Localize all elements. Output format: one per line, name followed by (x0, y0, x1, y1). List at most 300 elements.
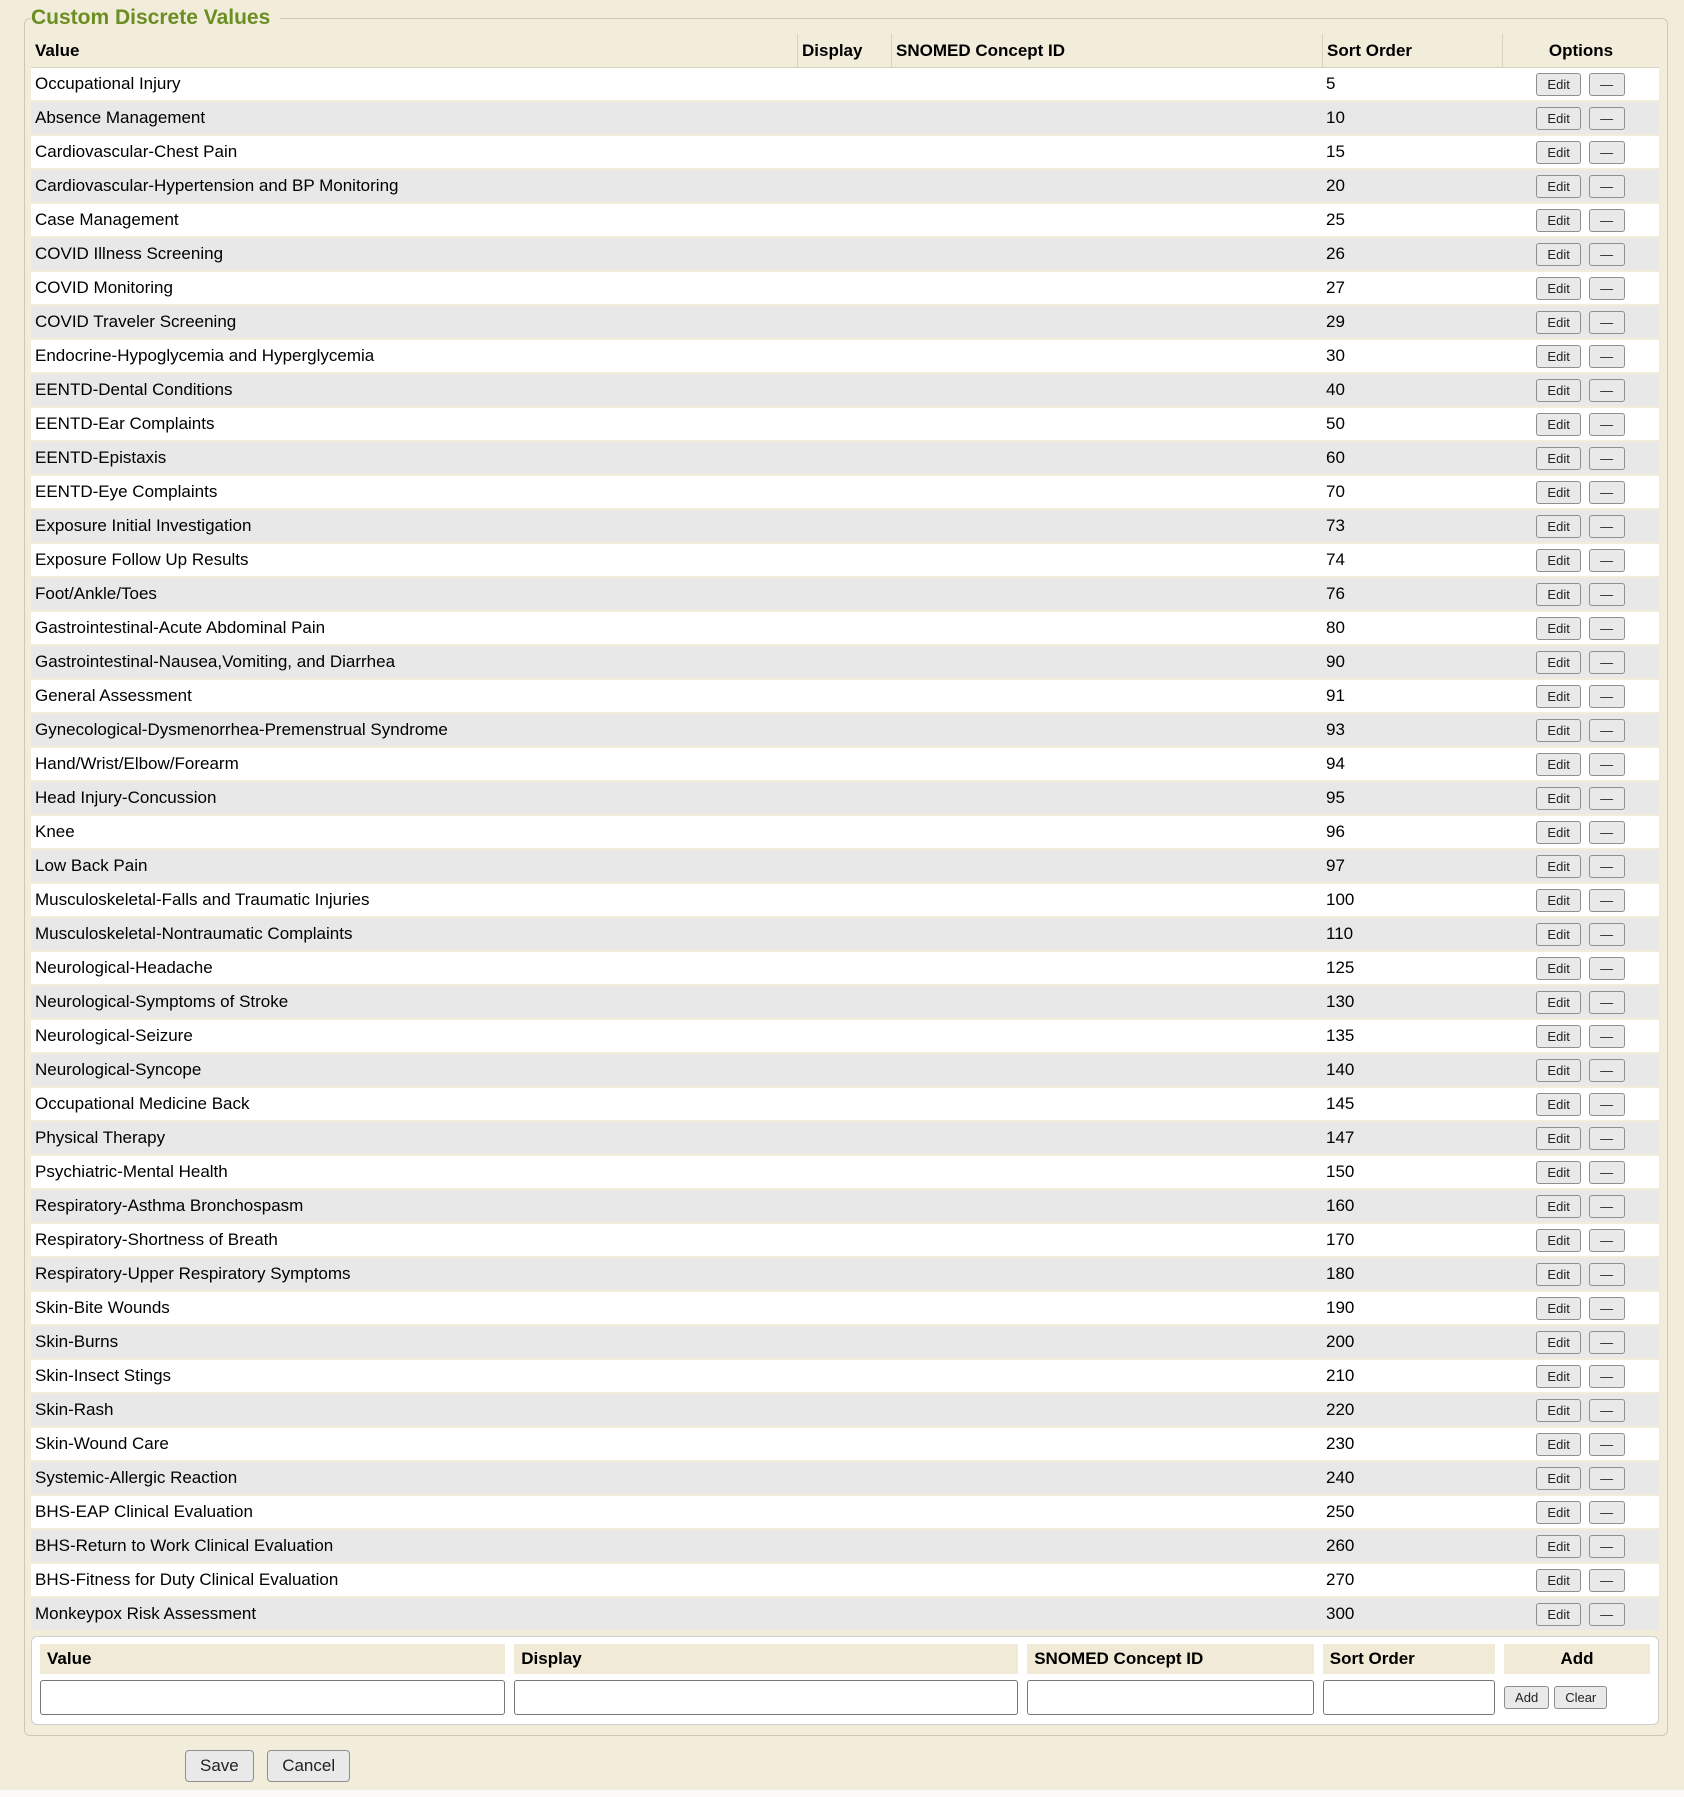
remove-button[interactable]: — (1589, 345, 1625, 368)
options-cell (1502, 816, 1659, 850)
table-row (31, 816, 1659, 850)
table-row (31, 1088, 1659, 1122)
value-cell: COVID Traveler Screening (31, 306, 797, 340)
snomed-cell (891, 1496, 1322, 1530)
table-row (31, 1020, 1659, 1054)
snomed-cell (891, 612, 1322, 646)
table-row (31, 136, 1659, 170)
remove-button[interactable]: — (1589, 583, 1625, 606)
options-cell (1502, 952, 1659, 986)
snomed-cell (891, 170, 1322, 204)
options-cell (1502, 374, 1659, 408)
value-cell: Gynecological-Dysmenorrhea-Premenstrual Syndrome (31, 714, 797, 748)
options-cell (1502, 1190, 1659, 1224)
value-cell: Knee (31, 816, 797, 850)
options-cell (1502, 204, 1659, 238)
options-cell (1502, 918, 1659, 952)
sort-order-cell: 135 (1322, 1020, 1502, 1054)
edit-button[interactable]: Edit (1536, 379, 1580, 402)
sort-order-cell: 29 (1322, 306, 1502, 340)
table-row (31, 578, 1659, 612)
value-cell: Psychiatric-Mental Health (31, 1156, 797, 1190)
table-header-row (31, 34, 1659, 68)
display-cell (797, 544, 891, 578)
value-input[interactable] (40, 1680, 505, 1715)
sort-order-cell: 240 (1322, 1462, 1502, 1496)
table-row (31, 1428, 1659, 1462)
remove-button[interactable]: — (1589, 379, 1625, 402)
remove-button[interactable]: — (1589, 277, 1625, 300)
options-cell (1502, 1088, 1659, 1122)
display-cell (797, 1088, 891, 1122)
column-header-snomed: SNOMED Concept ID (891, 34, 1322, 68)
edit-button[interactable]: Edit (1536, 889, 1580, 912)
options-cell (1502, 1224, 1659, 1258)
value-cell: Hand/Wrist/Elbow/Forearm (31, 748, 797, 782)
remove-button[interactable]: — (1589, 175, 1625, 198)
snomed-cell (891, 1292, 1322, 1326)
options-cell (1502, 1258, 1659, 1292)
table-row (31, 1224, 1659, 1258)
display-cell (797, 1394, 891, 1428)
remove-button[interactable]: — (1589, 1059, 1625, 1082)
sort-order-cell: 30 (1322, 340, 1502, 374)
edit-button[interactable]: Edit (1536, 1365, 1580, 1388)
remove-button[interactable]: — (1589, 651, 1625, 674)
table-row (31, 1122, 1659, 1156)
options-cell (1502, 442, 1659, 476)
add-header-add: Add (1504, 1644, 1650, 1674)
display-cell (797, 1530, 891, 1564)
edit-button[interactable]: Edit (1536, 515, 1580, 538)
edit-button[interactable]: Edit (1536, 1569, 1580, 1592)
remove-button[interactable]: — (1589, 1297, 1625, 1320)
add-header-sort-order: Sort Order (1323, 1644, 1495, 1674)
display-cell (797, 1224, 891, 1258)
edit-button[interactable]: Edit (1536, 1025, 1580, 1048)
sort-order-cell: 147 (1322, 1122, 1502, 1156)
add-button[interactable]: Add (1504, 1686, 1549, 1709)
remove-button[interactable]: — (1589, 1093, 1625, 1116)
snomed-cell (891, 1326, 1322, 1360)
sort-order-cell: 95 (1322, 782, 1502, 816)
edit-button[interactable]: Edit (1536, 787, 1580, 810)
display-cell (797, 748, 891, 782)
display-cell (797, 612, 891, 646)
remove-button[interactable]: — (1589, 719, 1625, 742)
options-cell (1502, 1292, 1659, 1326)
sort-order-cell: 100 (1322, 884, 1502, 918)
options-cell (1502, 680, 1659, 714)
edit-button[interactable]: Edit (1536, 923, 1580, 946)
options-cell (1502, 714, 1659, 748)
value-cell: Skin-Insect Stings (31, 1360, 797, 1394)
remove-button[interactable]: — (1589, 991, 1625, 1014)
value-cell: Physical Therapy (31, 1122, 797, 1156)
options-cell (1502, 884, 1659, 918)
edit-button[interactable]: Edit (1536, 1535, 1580, 1558)
remove-button[interactable]: — (1589, 685, 1625, 708)
value-cell: Skin-Wound Care (31, 1428, 797, 1462)
edit-button[interactable]: Edit (1536, 719, 1580, 742)
edit-button[interactable]: Edit (1536, 1263, 1580, 1286)
table-row (31, 850, 1659, 884)
sort-order-cell: 110 (1322, 918, 1502, 952)
edit-button[interactable]: Edit (1536, 175, 1580, 198)
edit-button[interactable]: Edit (1536, 1331, 1580, 1354)
edit-button[interactable]: Edit (1536, 1603, 1580, 1626)
display-cell (797, 340, 891, 374)
snomed-cell (891, 442, 1322, 476)
options-cell (1502, 272, 1659, 306)
snomed-cell (891, 748, 1322, 782)
add-col-snomed (1027, 1644, 1314, 1715)
table-row (31, 1326, 1659, 1360)
snomed-cell (891, 136, 1322, 170)
display-cell (797, 884, 891, 918)
value-cell: Absence Management (31, 102, 797, 136)
remove-button[interactable]: — (1589, 889, 1625, 912)
table-row (31, 952, 1659, 986)
edit-button[interactable]: Edit (1536, 1501, 1580, 1524)
table-row (31, 544, 1659, 578)
remove-button[interactable]: — (1589, 1569, 1625, 1592)
options-cell (1502, 782, 1659, 816)
snomed-cell (891, 204, 1322, 238)
options-cell (1502, 102, 1659, 136)
value-cell: Skin-Rash (31, 1394, 797, 1428)
sort-order-cell: 94 (1322, 748, 1502, 782)
snomed-cell (891, 1598, 1322, 1632)
remove-button[interactable]: — (1589, 1263, 1625, 1286)
display-cell (797, 442, 891, 476)
value-cell: Systemic-Allergic Reaction (31, 1462, 797, 1496)
sort-order-cell: 130 (1322, 986, 1502, 1020)
table-row (31, 476, 1659, 510)
edit-button[interactable]: Edit (1536, 583, 1580, 606)
edit-button[interactable]: Edit (1536, 209, 1580, 232)
snomed-cell (891, 646, 1322, 680)
display-cell (797, 816, 891, 850)
table-row (31, 1258, 1659, 1292)
table-row (31, 374, 1659, 408)
edit-button[interactable]: Edit (1536, 1229, 1580, 1252)
remove-button[interactable]: — (1589, 447, 1625, 470)
sort-order-cell: 90 (1322, 646, 1502, 680)
value-cell: Musculoskeletal-Nontraumatic Complaints (31, 918, 797, 952)
edit-button[interactable]: Edit (1536, 1127, 1580, 1150)
sort-order-cell: 76 (1322, 578, 1502, 612)
add-col-sort-order (1323, 1644, 1495, 1715)
snomed-cell (891, 986, 1322, 1020)
remove-button[interactable]: — (1589, 1603, 1625, 1626)
edit-button[interactable]: Edit (1536, 855, 1580, 878)
table-row (31, 68, 1659, 102)
remove-button[interactable]: — (1589, 753, 1625, 776)
remove-button[interactable]: — (1589, 311, 1625, 334)
value-cell: BHS-EAP Clinical Evaluation (31, 1496, 797, 1530)
display-cell (797, 476, 891, 510)
options-cell (1502, 1156, 1659, 1190)
snomed-cell (891, 238, 1322, 272)
snomed-cell (891, 680, 1322, 714)
display-input[interactable] (514, 1680, 1018, 1715)
snomed-cell (891, 374, 1322, 408)
edit-button[interactable]: Edit (1536, 1433, 1580, 1456)
add-value-panel (31, 1636, 1659, 1725)
edit-button[interactable]: Edit (1536, 1399, 1580, 1422)
edit-button[interactable]: Edit (1536, 1059, 1580, 1082)
edit-button[interactable]: Edit (1536, 991, 1580, 1014)
options-cell (1502, 238, 1659, 272)
sort-order-cell: 180 (1322, 1258, 1502, 1292)
value-cell: EENTD-Eye Complaints (31, 476, 797, 510)
table-row (31, 510, 1659, 544)
display-cell (797, 1428, 891, 1462)
display-cell (797, 1190, 891, 1224)
save-button[interactable]: Save (185, 1750, 254, 1782)
sort-order-cell: 230 (1322, 1428, 1502, 1462)
remove-button[interactable]: — (1589, 549, 1625, 572)
snomed-cell (891, 544, 1322, 578)
edit-button[interactable]: Edit (1536, 311, 1580, 334)
value-cell: Low Back Pain (31, 850, 797, 884)
sort-order-cell: 70 (1322, 476, 1502, 510)
edit-button[interactable]: Edit (1536, 957, 1580, 980)
options-cell (1502, 136, 1659, 170)
table-row (31, 1598, 1659, 1632)
add-header-snomed: SNOMED Concept ID (1027, 1644, 1314, 1674)
options-cell (1502, 476, 1659, 510)
remove-button[interactable]: — (1589, 1365, 1625, 1388)
discrete-values-table (31, 34, 1659, 1632)
display-cell (797, 646, 891, 680)
value-cell: Foot/Ankle/Toes (31, 578, 797, 612)
remove-button[interactable]: — (1589, 1399, 1625, 1422)
value-cell: Monkeypox Risk Assessment (31, 1598, 797, 1632)
remove-button[interactable]: — (1589, 617, 1625, 640)
snomed-cell (891, 1394, 1322, 1428)
edit-button[interactable]: Edit (1536, 1467, 1580, 1490)
value-cell: Skin-Bite Wounds (31, 1292, 797, 1326)
remove-button[interactable]: — (1589, 413, 1625, 436)
table-row (31, 306, 1659, 340)
table-row (31, 238, 1659, 272)
sort-order-cell: 20 (1322, 170, 1502, 204)
value-cell: Respiratory-Upper Respiratory Symptoms (31, 1258, 797, 1292)
edit-button[interactable]: Edit (1536, 1161, 1580, 1184)
sort-order-cell: 27 (1322, 272, 1502, 306)
display-cell (797, 1462, 891, 1496)
value-cell: Exposure Follow Up Results (31, 544, 797, 578)
snomed-cell (891, 340, 1322, 374)
edit-button[interactable]: Edit (1536, 277, 1580, 300)
value-cell: EENTD-Ear Complaints (31, 408, 797, 442)
display-cell (797, 1156, 891, 1190)
options-cell (1502, 748, 1659, 782)
edit-button[interactable]: Edit (1536, 549, 1580, 572)
options-cell (1502, 306, 1659, 340)
add-header-value: Value (40, 1644, 505, 1674)
sort-order-input[interactable] (1323, 1680, 1495, 1715)
remove-button[interactable]: — (1589, 1501, 1625, 1524)
table-row (31, 1564, 1659, 1598)
remove-button[interactable]: — (1589, 1331, 1625, 1354)
remove-button[interactable]: — (1589, 1467, 1625, 1490)
display-cell (797, 374, 891, 408)
options-cell (1502, 1564, 1659, 1598)
options-cell (1502, 1122, 1659, 1156)
edit-button[interactable]: Edit (1536, 753, 1580, 776)
display-cell (797, 952, 891, 986)
column-header-display: Display (797, 34, 891, 68)
remove-button[interactable]: — (1589, 243, 1625, 266)
remove-button[interactable]: — (1589, 107, 1625, 130)
column-header-options: Options (1502, 34, 1659, 68)
clear-button[interactable]: Clear (1554, 1686, 1607, 1709)
options-cell (1502, 68, 1659, 102)
options-cell (1502, 612, 1659, 646)
value-cell: Respiratory-Asthma Bronchospasm (31, 1190, 797, 1224)
snomed-cell (891, 272, 1322, 306)
sort-order-cell: 150 (1322, 1156, 1502, 1190)
snomed-cell (891, 1530, 1322, 1564)
value-cell: BHS-Return to Work Clinical Evaluation (31, 1530, 797, 1564)
add-row (40, 1644, 1650, 1715)
table-row (31, 340, 1659, 374)
sort-order-cell: 250 (1322, 1496, 1502, 1530)
options-cell (1502, 1496, 1659, 1530)
snomed-cell (891, 1088, 1322, 1122)
display-cell (797, 986, 891, 1020)
edit-button[interactable]: Edit (1536, 141, 1580, 164)
display-cell (797, 1054, 891, 1088)
options-cell (1502, 510, 1659, 544)
edit-button[interactable]: Edit (1536, 447, 1580, 470)
options-cell (1502, 578, 1659, 612)
display-cell (797, 578, 891, 612)
snomed-cell (891, 510, 1322, 544)
sort-order-cell: 220 (1322, 1394, 1502, 1428)
edit-button[interactable]: Edit (1536, 821, 1580, 844)
table-row (31, 748, 1659, 782)
snomed-cell (891, 1020, 1322, 1054)
options-cell (1502, 1428, 1659, 1462)
table-row (31, 408, 1659, 442)
edit-button[interactable]: Edit (1536, 1093, 1580, 1116)
edit-button[interactable]: Edit (1536, 243, 1580, 266)
snomed-cell (891, 1054, 1322, 1088)
value-cell: COVID Illness Screening (31, 238, 797, 272)
remove-button[interactable]: — (1589, 1433, 1625, 1456)
table-row (31, 1360, 1659, 1394)
value-cell: Case Management (31, 204, 797, 238)
options-cell (1502, 340, 1659, 374)
edit-button[interactable]: Edit (1536, 1297, 1580, 1320)
display-cell (797, 170, 891, 204)
sort-order-cell: 50 (1322, 408, 1502, 442)
column-header-value: Value (31, 34, 797, 68)
display-cell (797, 1598, 891, 1632)
snomed-cell (891, 68, 1322, 102)
display-cell (797, 918, 891, 952)
edit-button[interactable]: Edit (1536, 73, 1580, 96)
snomed-cell (891, 918, 1322, 952)
display-cell (797, 1564, 891, 1598)
remove-button[interactable]: — (1589, 515, 1625, 538)
table-row (31, 782, 1659, 816)
remove-button[interactable]: — (1589, 1535, 1625, 1558)
remove-button[interactable]: — (1589, 1025, 1625, 1048)
snomed-cell (891, 578, 1322, 612)
remove-button[interactable]: — (1589, 957, 1625, 980)
remove-button[interactable]: — (1589, 141, 1625, 164)
remove-button[interactable]: — (1589, 1127, 1625, 1150)
sort-order-cell: 74 (1322, 544, 1502, 578)
sort-order-cell: 93 (1322, 714, 1502, 748)
value-cell: Endocrine-Hypoglycemia and Hyperglycemia (31, 340, 797, 374)
sort-order-cell: 170 (1322, 1224, 1502, 1258)
remove-button[interactable]: — (1589, 1161, 1625, 1184)
value-cell: BHS-Fitness for Duty Clinical Evaluation (31, 1564, 797, 1598)
options-cell (1502, 986, 1659, 1020)
snomed-concept-id-input[interactable] (1027, 1680, 1314, 1715)
edit-button[interactable]: Edit (1536, 107, 1580, 130)
edit-button[interactable]: Edit (1536, 345, 1580, 368)
edit-button[interactable]: Edit (1536, 481, 1580, 504)
remove-button[interactable]: — (1589, 209, 1625, 232)
edit-button[interactable]: Edit (1536, 685, 1580, 708)
options-cell (1502, 1360, 1659, 1394)
remove-button[interactable]: — (1589, 1229, 1625, 1252)
edit-button[interactable]: Edit (1536, 413, 1580, 436)
table-row (31, 102, 1659, 136)
options-cell (1502, 544, 1659, 578)
edit-button[interactable]: Edit (1536, 651, 1580, 674)
table-row (31, 680, 1659, 714)
display-cell (797, 850, 891, 884)
remove-button[interactable]: — (1589, 481, 1625, 504)
sort-order-cell: 260 (1322, 1530, 1502, 1564)
sort-order-cell: 160 (1322, 1190, 1502, 1224)
sort-order-cell: 91 (1322, 680, 1502, 714)
remove-button[interactable]: — (1589, 923, 1625, 946)
remove-button[interactable]: — (1589, 821, 1625, 844)
value-cell: Neurological-Seizure (31, 1020, 797, 1054)
edit-button[interactable]: Edit (1536, 617, 1580, 640)
table-row (31, 714, 1659, 748)
display-cell (797, 272, 891, 306)
value-cell: Respiratory-Shortness of Breath (31, 1224, 797, 1258)
value-cell: EENTD-Epistaxis (31, 442, 797, 476)
remove-button[interactable]: — (1589, 1195, 1625, 1218)
sort-order-cell: 125 (1322, 952, 1502, 986)
value-cell: Head Injury-Concussion (31, 782, 797, 816)
snomed-cell (891, 1258, 1322, 1292)
remove-button[interactable]: — (1589, 73, 1625, 96)
options-cell (1502, 646, 1659, 680)
remove-button[interactable]: — (1589, 787, 1625, 810)
table-row (31, 646, 1659, 680)
add-header-display: Display (514, 1644, 1018, 1674)
edit-button[interactable]: Edit (1536, 1195, 1580, 1218)
cancel-button[interactable]: Cancel (267, 1750, 350, 1782)
snomed-cell (891, 714, 1322, 748)
options-cell (1502, 1598, 1659, 1632)
remove-button[interactable]: — (1589, 855, 1625, 878)
table-row (31, 1054, 1659, 1088)
table-row (31, 918, 1659, 952)
